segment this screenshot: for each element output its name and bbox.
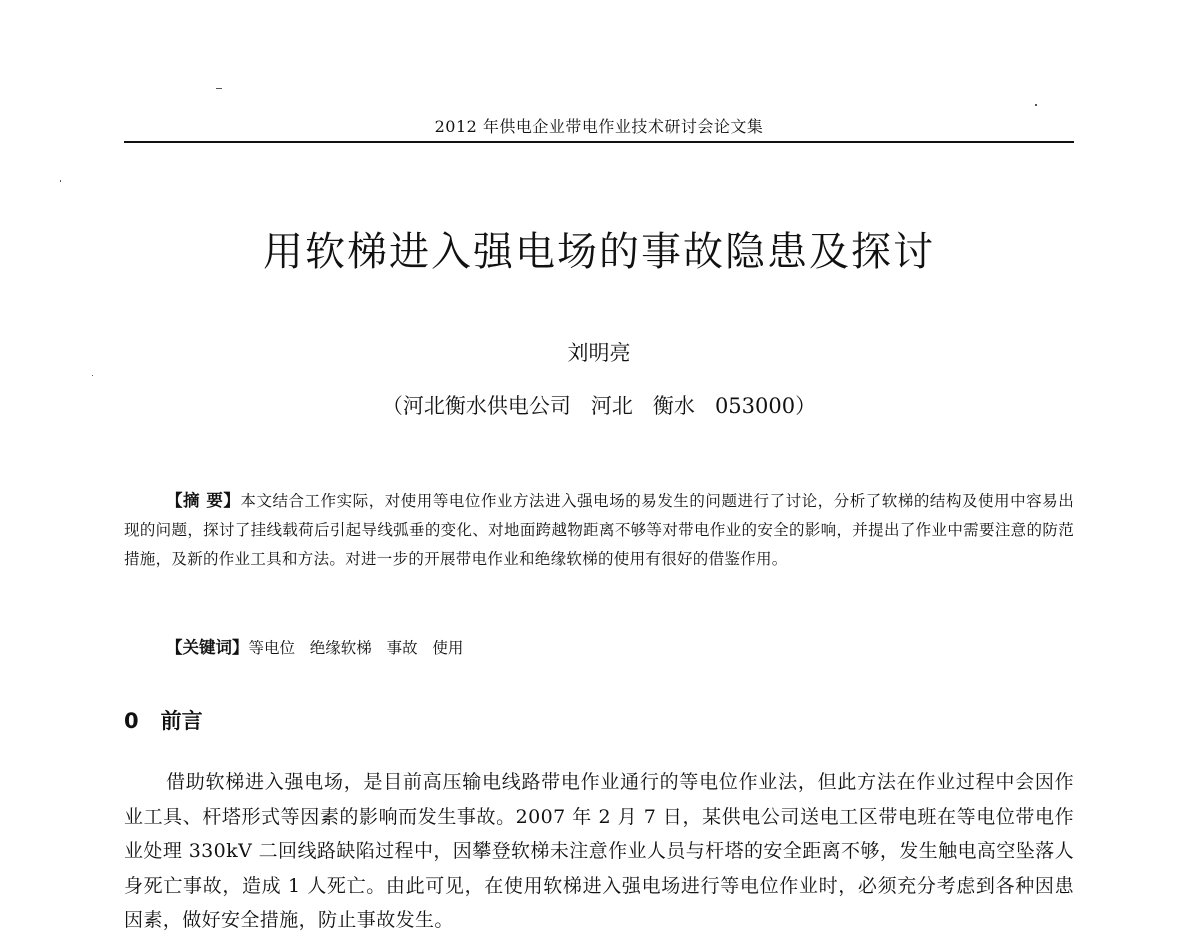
scan-speck	[60, 180, 61, 182]
header-rule	[124, 141, 1074, 143]
body-paragraph: 借助软梯进入强电场，是目前高压输电线路带电作业通行的等电位作业法，但此方法在作业过程中会因作业工具、杆塔形式等因素的影响而发生事故。2007 年 2 月 7 日，某供电公司送电工区带电班在等电位带电作业处理 330kV 二回线路缺陷过程中，因攀登软梯未注意作业人员与杆塔的安全距离不够，发生触电高空坠落人身死亡事故，造成 1 人死亡。由此可见，在使用软梯进入强电场进行等电位作业时，必须充分考虑到各种因患因素，做好安全措施，防止事故发生。	[124, 771, 1074, 931]
scan-speck	[1035, 104, 1037, 106]
scan-speck	[216, 88, 222, 89]
keywords-text: 等电位 绝缘软梯 事故 使用	[248, 639, 464, 657]
section-title: 前言	[160, 709, 203, 733]
section-number: 0	[124, 709, 139, 733]
keywords	[166, 633, 463, 663]
scan-speck	[92, 375, 93, 376]
running-header: 2012 年供电企业带电作业技术研讨会论文集	[434, 117, 764, 136]
author-affiliation: （河北衡水供电公司 河北 衡水 053000）	[381, 394, 817, 418]
abstract	[124, 486, 1074, 574]
section-heading	[124, 705, 203, 735]
author-name: 刘明亮	[567, 341, 631, 365]
abstract-label: 【摘 要】	[166, 491, 241, 510]
keywords-label: 【关键词】	[166, 638, 249, 657]
abstract-text: 本文结合工作实际，对使用等电位作业方法进入强电场的易发生的问题进行了讨论，分析了软梯的结构及使用中容易出现的问题，探讨了挂线载荷后引起导线弧垂的变化、对地面跨越物距离不够等对带电作业的安全的影响，并提出了作业中需要注意的防范措施，及新的作业工具和方法。对进一步的开展带电作业和绝缘软梯的使用有很好的借鉴作用。	[124, 492, 1074, 568]
paper-title: 用软梯进入强电场的事故隐患及探讨	[263, 229, 935, 275]
